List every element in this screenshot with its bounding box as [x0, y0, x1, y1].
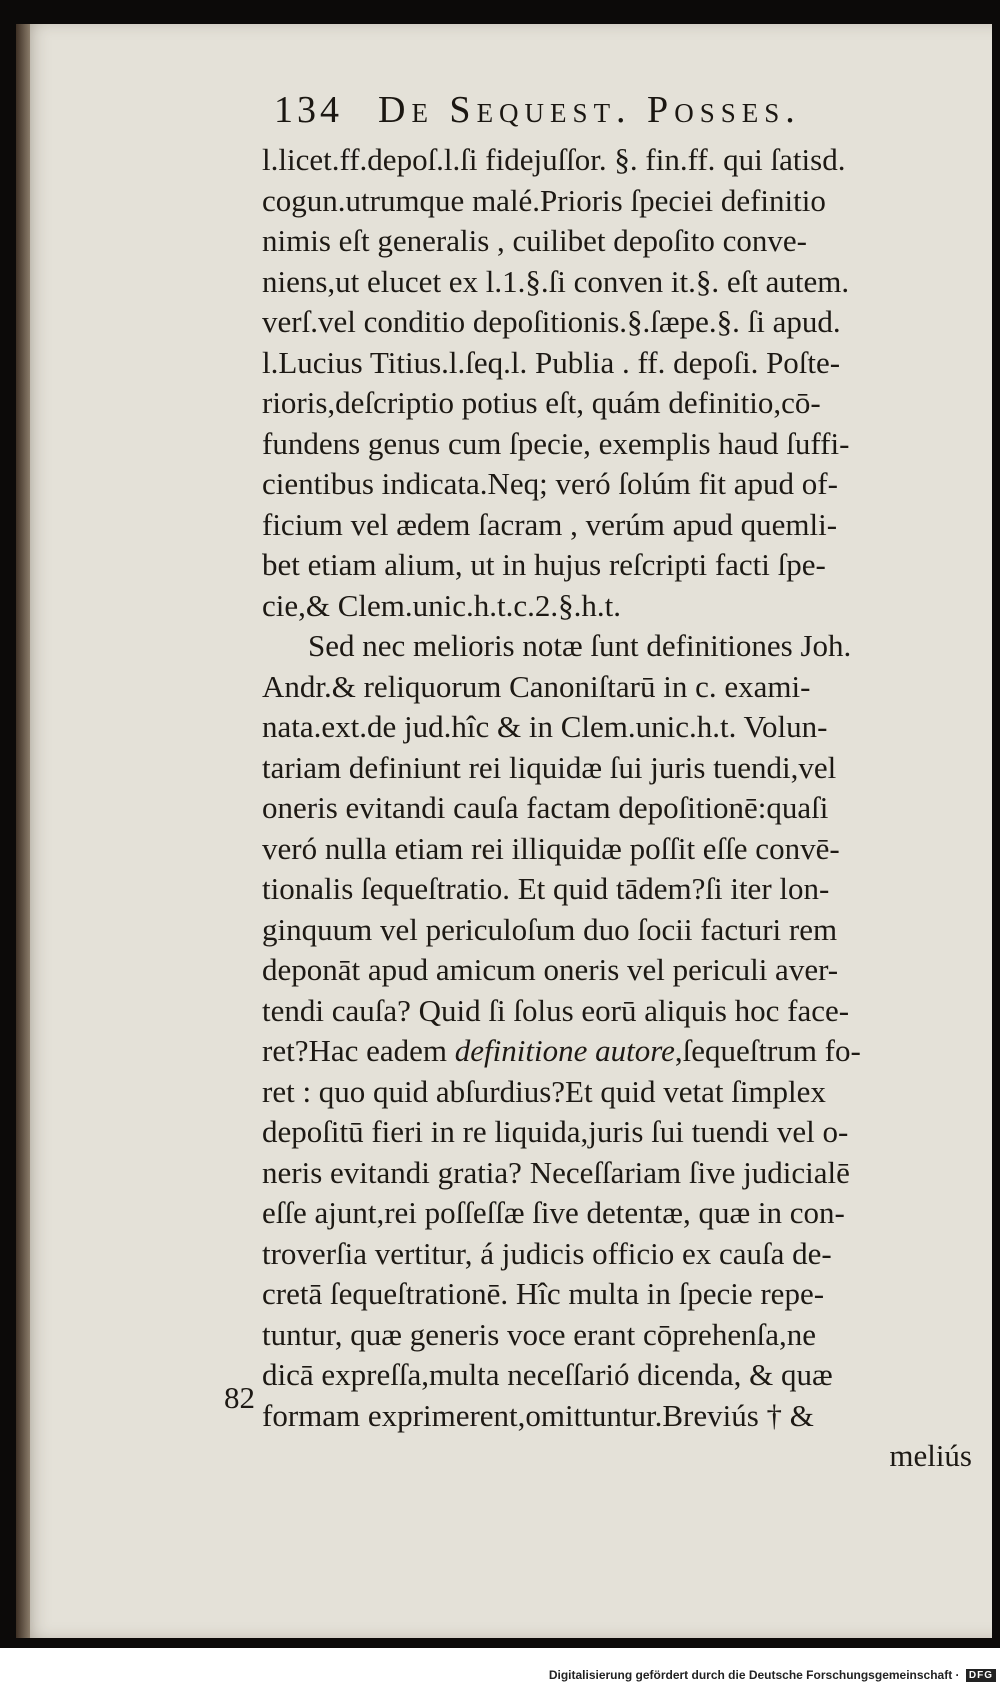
- credit-text: Digitalisierung gefördert durch die Deutsche Forschungsgemeinschaft ·: [548, 1667, 960, 1682]
- body-text: [262, 140, 982, 1477]
- page-number: 134: [274, 89, 343, 131]
- text-line: ficium vel ædem ſacram , verúm apud quemli-: [262, 506, 838, 542]
- text-line: fundens genus cum ſpecie, exemplis haud ſuffi-: [262, 425, 850, 461]
- text-line: depoſitū fieri in re liquida,juris ſui tuendi vel o-: [262, 1114, 849, 1149]
- digitization-credit: [549, 1668, 996, 1682]
- text-line: ret : quo quid abſurdius?Et quid vetat ſimplex: [262, 1073, 826, 1109]
- text-line: Andr.& reliquorum Canoniſtarū in c. exami-: [262, 668, 811, 704]
- text-line: l.licet.ff.depoſ.l.ſi fidejuſſor. §. fin.ff. qui ſatisd.: [262, 142, 846, 177]
- text-line: tariam definiunt rei liquidæ ſui juris tuendi,vel: [262, 749, 837, 785]
- text-line: tendi cauſa? Quid ſi ſolus eorū aliquis hoc face-: [262, 992, 850, 1028]
- dfg-logo-icon: DFG: [966, 1669, 996, 1682]
- text-line: dicā expreſſa,multa neceſſarió dicenda, & quæ: [262, 1357, 833, 1392]
- text-line: verſ.vel conditio depoſitionis.§.ſæpe.§. ſi apud.: [262, 304, 841, 339]
- text-line: nata.ext.de jud.hîc & in Clem.unic.h.t. Volun-: [262, 709, 828, 744]
- text-line: troverſia vertitur, á judicis officio ex cauſa de-: [262, 1235, 832, 1271]
- italic-phrase: definitione autore: [454, 1033, 675, 1068]
- text-line: cretā ſequeſtrationē. Hîc multa in ſpecie repe-: [262, 1276, 825, 1311]
- text-line: cogun.utrumque malé.Prioris ſpeciei definitio: [262, 182, 826, 218]
- margin-note-number: 82: [224, 1380, 255, 1415]
- text-line: cientibus indicata.Neq; veró ſolúm fit apud of-: [262, 466, 838, 501]
- text-segment: ,ſequeſtrum fo-: [674, 1033, 861, 1068]
- text-line-with-italic: [262, 1031, 982, 1072]
- text-line: neris evitandi gratia? Neceſſariam ſive judicialē: [262, 1154, 850, 1190]
- running-header: [260, 88, 920, 138]
- text-line: nimis eſt generalis , cuilibet depoſito conve-: [262, 223, 807, 258]
- paragraph-start-line: Sed nec melioris notæ ſunt definitiones Joh.: [308, 628, 852, 663]
- text-line: tuntur, quæ generis voce erant cōprehenſa,ne: [262, 1316, 816, 1352]
- text-line: cie,& Clem.unic.h.t.c.2.§.h.t.: [262, 587, 622, 623]
- text-line: eſſe ajunt,rei poſſeſſæ ſive detentæ, quæ in con-: [262, 1195, 845, 1230]
- text-line: bet etiam alium, ut in hujus reſcripti facti ſpe-: [262, 547, 826, 582]
- text-line: formam exprimerent,omittuntur.Breviús † &: [262, 1397, 814, 1433]
- text-line: veró nulla etiam rei illiquidæ poſſit eſſe convē-: [262, 830, 840, 866]
- text-line: oneris evitandi cauſa factam depoſitionē:quaſi: [262, 790, 829, 825]
- page-gutter-edge: [16, 24, 30, 1638]
- text-line: niens,ut elucet ex l.1.§.ſi conven it.§. eſt autem.: [262, 263, 850, 299]
- catchword: meliús: [889, 1438, 972, 1473]
- text-line: deponāt apud amicum oneris vel periculi aver-: [262, 952, 839, 987]
- text-line: tionalis ſequeſtratio. Et quid tādem?ſi iter lon-: [262, 871, 830, 906]
- text-line: l.Lucius Titius.l.ſeq.l. Publia . ff. depoſi. Poſte-: [262, 344, 841, 380]
- text-segment: ret?Hac eadem: [262, 1033, 448, 1068]
- running-title: De Sequest. Posses.: [378, 89, 801, 131]
- text-line: rioris,deſcriptio potius eſt, quám definitio,cō-: [262, 385, 821, 420]
- text-line: ginquum vel periculoſum duo ſocii facturi rem: [262, 911, 838, 947]
